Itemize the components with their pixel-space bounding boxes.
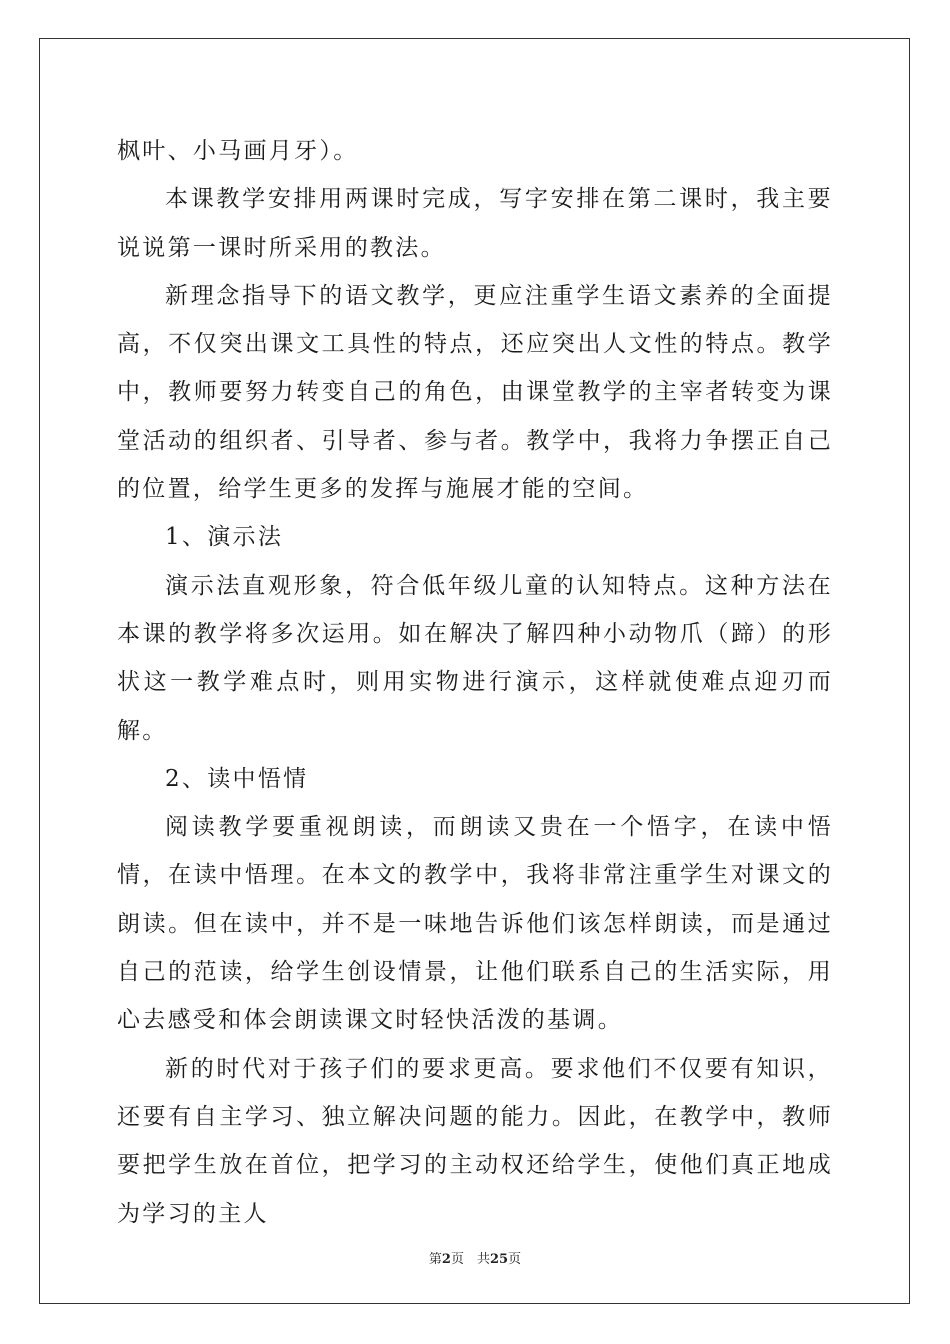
- footer-mid: 页 共: [450, 1252, 490, 1267]
- paragraph: 新理念指导下的语文教学，更应注重学生语文素养的全面提高，不仅突出课文工具性的特点，还应突出人文性的特点。教学中，教师要努力转变自己的角色，由课堂教学的主宰者转变为课堂活动的组织者、引导者、参与者。教学中，我将力争摆正自己的位置，给学生更多的发挥与施展才能的空间。: [117, 282, 833, 503]
- section-heading: 1、演示法: [165, 524, 284, 551]
- paragraph: 演示法直观形象，符合低年级儿童的认知特点。这种方法在本课的教学将多次运用。如在解决了解四种小动物爪（蹄）的形状这一教学难点时，则用实物进行演示，这样就使难点迎刃而解。: [117, 572, 833, 744]
- footer-prefix: 第: [428, 1252, 442, 1267]
- paragraph: 阅读教学要重视朗读，而朗读又贵在一个悟字，在读中悟情，在读中悟理。在本文的教学中，我将非常注重学生对课文的朗读。但在读中，并不是一味地告诉他们该怎样朗读，而是通过自己的范读，给学生创设情景，让他们联系自己的生活实际，用心去感受和体会朗读课文时轻快活泼的基调。: [117, 814, 833, 1034]
- page-footer: [0, 1248, 950, 1267]
- paragraph: 本课教学安排用两课时完成，写字安排在第二课时，我主要说说第一课时所采用的教法。: [117, 186, 833, 261]
- total-pages-number: 25: [489, 1252, 509, 1267]
- document-body: [117, 127, 833, 1238]
- footer-suffix: 页: [508, 1252, 522, 1267]
- section-heading: 2、读中悟情: [165, 765, 309, 792]
- paragraph: 新的时代对于孩子们的要求更高。要求他们不仅要有知识，还要有自主学习、独立解决问题的能力。因此，在教学中，教师要把学生放在首位，把学习的主动权还给学生，使他们真正地成为学习的主人: [117, 1055, 833, 1227]
- paragraph-continuation: 枫叶、小马画月牙）。: [117, 138, 359, 164]
- current-page-number: 2: [441, 1252, 451, 1267]
